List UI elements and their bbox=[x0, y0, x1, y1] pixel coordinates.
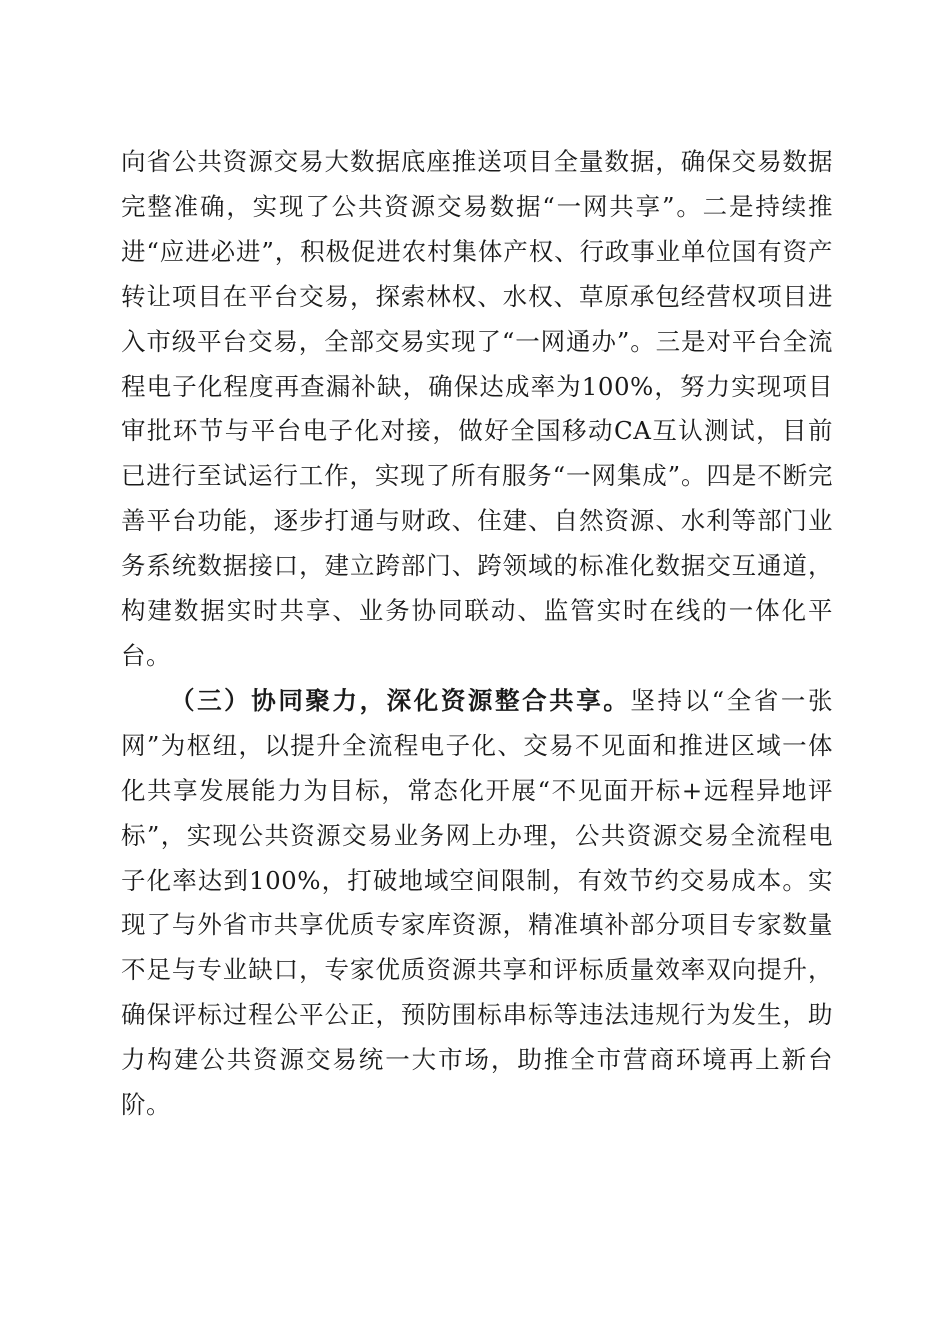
document-body bbox=[121, 140, 833, 1128]
section-body: 坚持以“全省一张网”为枢纽，以提升全流程电子化、交易不见面和推进区域一体化共享发展能力为目标，常态化开展“不见面开标+远程异地评标”，实现公共资源交易业务网上办理，公共资源交易全流程电子化率达到100%，打破地域空间限制，有效节约交易成本。实现了与外省市共享优质专家库资源，精准填补部分项目专家数量不足与专业缺口，专家优质资源共享和评标质量效率双向提升，确保评标过程公平公正，预防围标串标等违法违规行为发生，助力构建公共资源交易统一大市场，助推全市营商环境再上新台阶。 bbox=[121, 685, 834, 1120]
paragraph-continuation: 向省公共资源交易大数据底座推送项目全量数据，确保交易数据完整准确，实现了公共资源交易数据“一网共享”。二是持续推进“应进必进”，积极促进农村集体产权、行政事业单位国有资产转让项目在平台交易，探索林权、水权、草原承包经营权项目进入市级平台交易，全部交易实现了“一网通办”。三是对平台全流程电子化程度再查漏补缺，确保达成率为100%，努力实现项目审批环节与平台电子化对接，做好全国移动CA互认测试，目前已进行至试运行工作，实现了所有服务“一网集成”。四是不断完善平台功能，逐步打通与财政、住建、自然资源、水利等部门业务系统数据接口，建立跨部门、跨领域的标准化数据交互通道，构建数据实时共享、业务协同联动、监管实时在线的一体化平台。 bbox=[121, 147, 833, 670]
section-heading: （三）协同聚力，深化资源整合共享。 bbox=[170, 685, 631, 715]
paragraph-section-three bbox=[121, 679, 833, 1128]
